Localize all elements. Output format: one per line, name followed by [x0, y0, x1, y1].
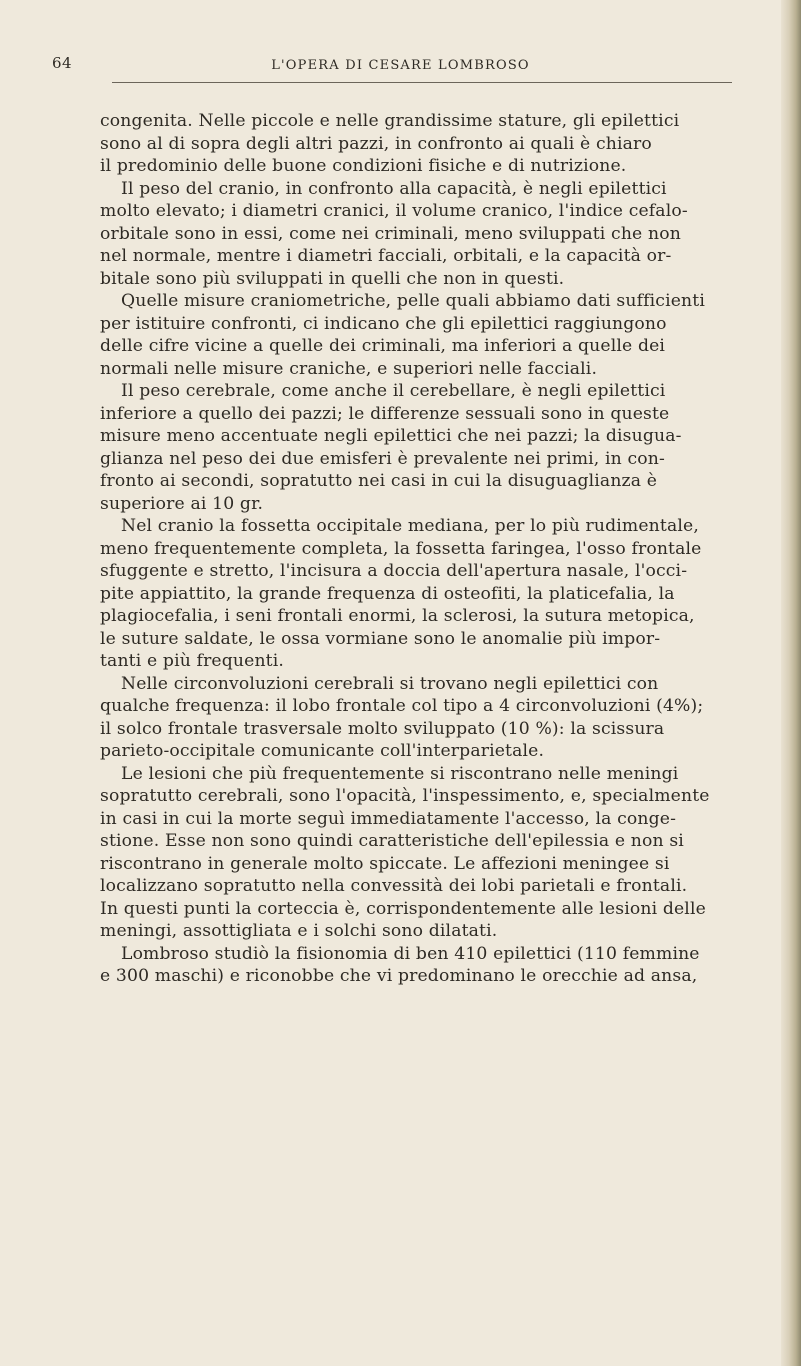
text-line: il solco frontale trasversale molto sviluppato (10 %): la scissura: [100, 718, 665, 739]
text-line: meno frequentemente completa, la fossetta faringea, l'osso frontale: [100, 538, 702, 559]
text-line: superiore ai 10 gr.: [100, 493, 264, 514]
text-line: tanti e più frequenti.: [100, 651, 284, 671]
text-line: meningi, assottigliata e i solchi sono dilatati.: [100, 921, 498, 941]
text-line: localizzano sopratutto nella convessità dei lobi parietali e frontali.: [100, 876, 688, 896]
text-line: Lombroso studiò la fisionomia di ben 410 epilettici (110 femmine: [121, 943, 700, 964]
body-text: [100, 110, 760, 988]
text-line: le suture saldate, le ossa vormiane sono le anomalie più impor-: [100, 628, 661, 649]
text-line: qualche frequenza: il lobo frontale col tipo a 4 circonvoluzioni (4%);: [100, 696, 704, 716]
text-line: e 300 maschi) e riconobbe che vi predominano le orecchie ad ansa,: [100, 966, 698, 986]
text-line: stione. Esse non sono quindi caratteristiche dell'epilessia e non si: [100, 831, 684, 851]
text-line: Quelle misure craniometriche, pelle quali abbiamo dati sufficienti: [121, 291, 705, 311]
text-line: sono al di sopra degli altri pazzi, in confronto ai quali è chiaro: [100, 133, 652, 154]
text-line: plagiocefalia, i seni frontali enormi, la sclerosi, la sutura metopica,: [100, 606, 695, 626]
page-number: 64: [52, 54, 73, 72]
text-line: normali nelle misure craniche, e superiori nelle facciali.: [100, 358, 598, 379]
text-line: Le lesioni che più frequentemente si riscontrano nelle meningi: [121, 763, 679, 784]
text-line: nel normale, mentre i diametri facciali, orbitali, e la capacità or-: [100, 246, 672, 266]
text-line: fronto ai secondi, sopratutto nei casi in cui la disuguaglianza è: [100, 471, 658, 491]
text-line: inferiore a quello dei pazzi; le differenze sessuali sono in queste: [100, 403, 670, 424]
text-line: riscontrano in generale molto spiccate. Le affezioni meningee si: [100, 853, 670, 874]
text-line: pite appiattito, la grande frequenza di osteofiti, la platicefalia, la: [100, 583, 675, 604]
header-rule: [112, 82, 732, 83]
text-line: molto elevato; i diametri cranici, il volume cranico, l'indice cefalo-: [100, 201, 688, 221]
text-line: misure meno accentuate negli epilettici che nei pazzi; la disugua-: [100, 426, 682, 446]
text-line: In questi punti la corteccia è, corrispondentemente alle lesioni delle: [100, 898, 706, 919]
text-line: sfuggente e stretto, l'incisura a doccia dell'apertura nasale, l'occi-: [100, 561, 688, 581]
page-edge-shadow: [781, 0, 801, 1366]
text-line: Il peso cerebrale, come anche il cerebellare, è negli epilettici: [121, 381, 666, 401]
text-line: Nelle circonvoluzioni cerebrali si trovano negli epilettici con: [121, 673, 659, 694]
text-line: orbitale sono in essi, come nei criminali, meno sviluppati che non: [100, 223, 681, 244]
text-line: parieto-occipitale comunicante coll'interparietale.: [100, 741, 545, 761]
running-head: L'OPERA DI CESARE LOMBROSO: [271, 58, 530, 73]
text-line: glianza nel peso dei due emisferi è prevalente nei primi, in con-: [100, 448, 665, 469]
text-line: delle cifre vicine a quelle dei criminali, ma inferiori a quelle dei: [100, 336, 666, 356]
text-line: sopratutto cerebrali, sono l'opacità, l'inspessimento, e, specialmente: [100, 786, 710, 806]
text-line: il predominio delle buone condizioni fisiche e di nutrizione.: [100, 156, 627, 176]
text-line: Nel cranio la fossetta occipitale mediana, per lo più rudimentale,: [121, 516, 699, 536]
text-line: bitale sono più sviluppati in quelli che non in questi.: [100, 268, 565, 289]
text-line: Il peso del cranio, in confronto alla capacità, è negli epilettici: [121, 178, 667, 199]
text-line: per istituire confronti, ci indicano che gli epilettici raggiungono: [100, 313, 667, 334]
text-line: congenita. Nelle piccole e nelle grandissime stature, gli epilettici: [100, 111, 680, 131]
text-line: in casi in cui la morte seguì immediatamente l'accesso, la conge-: [100, 808, 677, 829]
